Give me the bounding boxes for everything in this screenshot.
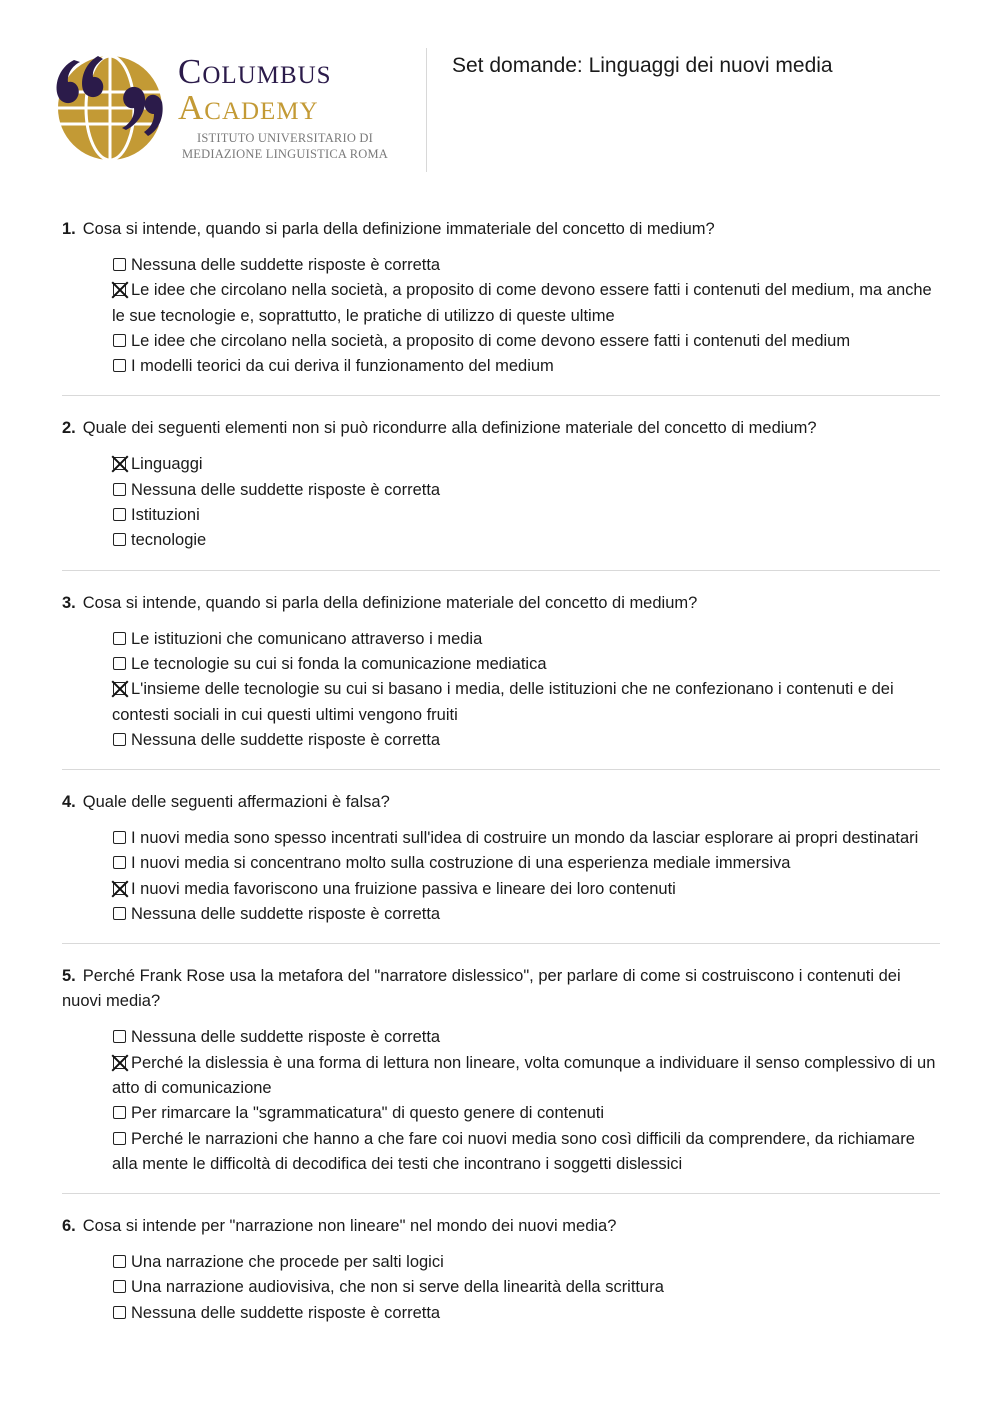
answer-option[interactable] (112, 503, 940, 528)
checked-checkbox-icon[interactable] (113, 1056, 126, 1069)
checkbox-icon[interactable] (113, 1106, 126, 1119)
answer-option[interactable] (112, 1250, 940, 1275)
answer-option[interactable] (112, 902, 940, 927)
checkbox-icon[interactable] (113, 1030, 126, 1043)
question-number: 5. (62, 967, 76, 986)
answer-options (62, 1250, 940, 1326)
checkbox-icon[interactable] (113, 483, 126, 496)
answer-options (62, 253, 940, 379)
question-number: 4. (62, 793, 76, 812)
checkbox-icon[interactable] (113, 856, 126, 869)
header-divider (426, 48, 427, 172)
answer-option[interactable] (112, 253, 940, 278)
answer-option[interactable] (112, 329, 940, 354)
answer-option-label: Istituzioni (131, 506, 200, 525)
question-block (62, 416, 940, 570)
answer-option[interactable] (112, 1127, 940, 1178)
answer-option-label: Nessuna delle suddette risposte è corretta (131, 730, 441, 749)
answer-option-label: Le idee che circolano nella società, a proposito di come devono essere fatti i contenuti del medium (131, 331, 851, 350)
answer-option[interactable] (112, 452, 940, 477)
document-title: Set domande: Linguaggi dei nuovi media (452, 54, 833, 77)
question-label: Cosa si intende, quando si parla della definizione materiale del concetto di medium? (82, 593, 698, 612)
answer-option-label: I modelli teorici da cui deriva il funzionamento del medium (131, 357, 554, 376)
checkbox-icon[interactable] (113, 657, 126, 670)
question-text (62, 1214, 940, 1239)
question-number: 6. (62, 1217, 76, 1236)
logo-subtitle-line-1: ISTITUTO UNIVERSITARIO DI (197, 131, 373, 145)
question-list (62, 217, 940, 1362)
answer-option[interactable] (112, 877, 940, 902)
checkbox-icon[interactable] (113, 1306, 126, 1319)
checkbox-icon[interactable] (113, 258, 126, 271)
checkbox-icon[interactable] (113, 907, 126, 920)
answer-option-label: Linguaggi (131, 455, 203, 474)
question-label: Cosa si intende per "narrazione non lineare" nel mondo dei nuovi media? (82, 1217, 617, 1236)
answer-option-label: Perché la dislessia è una forma di lettura non lineare, volta comunque a individuare il senso complessivo di un atto di comunicazione (112, 1053, 936, 1097)
logo-subtitle (170, 130, 400, 162)
question-text (62, 217, 940, 242)
answer-option-label: Per rimarcare la "sgrammaticatura" di questo genere di contenuti (131, 1104, 605, 1123)
globe-quote-icon (52, 52, 164, 164)
answer-option[interactable] (112, 478, 940, 503)
checkbox-icon[interactable] (113, 733, 126, 746)
checkbox-icon[interactable] (113, 831, 126, 844)
answer-option-label: L'insieme delle tecnologie su cui si basano i media, delle istituzioni che ne confezionano i contenuti e dei contesti sociali in cui questi ultimi vengono fruiti (112, 680, 894, 724)
answer-option[interactable] (112, 528, 940, 553)
checked-checkbox-icon[interactable] (113, 882, 126, 895)
checkbox-icon[interactable] (113, 1132, 126, 1145)
answer-option-label: Nessuna delle suddette risposte è corretta (131, 905, 441, 924)
checkbox-icon[interactable] (113, 359, 126, 372)
answer-option-label: I nuovi media favoriscono una fruizione passiva e lineare dei loro contenuti (131, 879, 676, 898)
answer-options (62, 452, 940, 553)
answer-option[interactable] (112, 851, 940, 876)
answer-option-label: Una narrazione che procede per salti logici (131, 1253, 444, 1272)
checkbox-icon[interactable] (113, 533, 126, 546)
question-block (62, 1214, 940, 1342)
answer-option-label: Le idee che circolano nella società, a proposito di come devono essere fatti i contenuti del medium, ma anche le sue tecnologie e, soprattutto, le pratiche di utilizzo di queste ultime (112, 281, 932, 325)
checkbox-icon[interactable] (113, 334, 126, 347)
answer-option-label: I nuovi media sono spesso incentrati sull'idea di costruire un mondo da lasciar esplorare ai propri destinatari (131, 829, 919, 848)
answer-option[interactable] (112, 826, 940, 851)
question-block (62, 217, 940, 396)
question-label: Cosa si intende, quando si parla della definizione immateriale del concetto di medium? (82, 220, 715, 238)
checked-checkbox-icon[interactable] (113, 682, 126, 695)
question-label: Perché Frank Rose usa la metafora del "narratore dislessico", per parlare di come si costruiscono i contenuti dei nuovi media? (62, 967, 901, 1011)
answer-option[interactable] (112, 1275, 940, 1300)
answer-option[interactable] (112, 1051, 940, 1102)
checkbox-icon[interactable] (113, 632, 126, 645)
question-text (62, 416, 940, 441)
answer-option[interactable] (112, 354, 940, 379)
question-label: Quale delle seguenti affermazioni è falsa? (82, 793, 390, 812)
question-text (62, 790, 940, 815)
checkbox-icon[interactable] (113, 508, 126, 521)
logo-line-1: Columbus (178, 52, 332, 91)
question-number: 1. (62, 220, 76, 238)
checkbox-icon[interactable] (113, 1255, 126, 1268)
logo-line-2: Academy (178, 88, 319, 127)
answer-option[interactable] (112, 1101, 940, 1126)
answer-option-label: I nuovi media si concentrano molto sulla costruzione di una esperienza mediale immersiva (131, 854, 791, 873)
answer-options (62, 1025, 940, 1177)
question-label: Quale dei seguenti elementi non si può ricondurre alla definizione materiale del concetto di medium? (82, 419, 817, 438)
question-block (62, 790, 940, 944)
columbus-academy-logo (52, 52, 397, 167)
question-text (62, 591, 940, 616)
answer-option-label: Le tecnologie su cui si fonda la comunicazione mediatica (131, 654, 547, 673)
checkbox-icon[interactable] (113, 1280, 126, 1293)
answer-options (62, 627, 940, 753)
logo-subtitle-line-2: MEDIAZIONE LINGUISTICA ROMA (181, 147, 389, 161)
answer-option-label: tecnologie (131, 531, 207, 550)
checked-checkbox-icon[interactable] (113, 457, 126, 470)
logo-wordmark (178, 54, 398, 128)
page-header (0, 0, 1000, 190)
checked-checkbox-icon[interactable] (113, 283, 126, 296)
answer-option-label: Nessuna delle suddette risposte è corretta (131, 480, 441, 499)
answer-option-label: Le istituzioni che comunicano attraverso i media (131, 629, 483, 648)
answer-option[interactable] (112, 627, 940, 652)
answer-option[interactable] (112, 1301, 940, 1326)
answer-option-label: Nessuna delle suddette risposte è corretta (131, 1028, 441, 1047)
answer-option[interactable] (112, 1025, 940, 1050)
answer-option-label: Nessuna delle suddette risposte è corretta (131, 1303, 441, 1322)
answer-option-label: Nessuna delle suddette risposte è corretta (131, 256, 441, 274)
answer-option[interactable] (112, 278, 940, 329)
answer-option-label: Una narrazione audiovisiva, che non si serve della linearità della scrittura (131, 1278, 664, 1297)
answer-option-label: Perché le narrazioni che hanno a che fare coi nuovi media sono così difficili da comprendere, da richiamare alla mente le difficoltà di decodifica dei testi che incontrano i soggetti dislessici (112, 1129, 915, 1173)
question-number: 2. (62, 419, 76, 438)
question-number: 3. (62, 593, 76, 612)
answer-option[interactable] (112, 728, 940, 753)
answer-option[interactable] (112, 677, 940, 728)
answer-option[interactable] (112, 652, 940, 677)
question-text (62, 964, 940, 1014)
answer-options (62, 826, 940, 927)
question-block (62, 964, 940, 1194)
question-block (62, 591, 940, 770)
